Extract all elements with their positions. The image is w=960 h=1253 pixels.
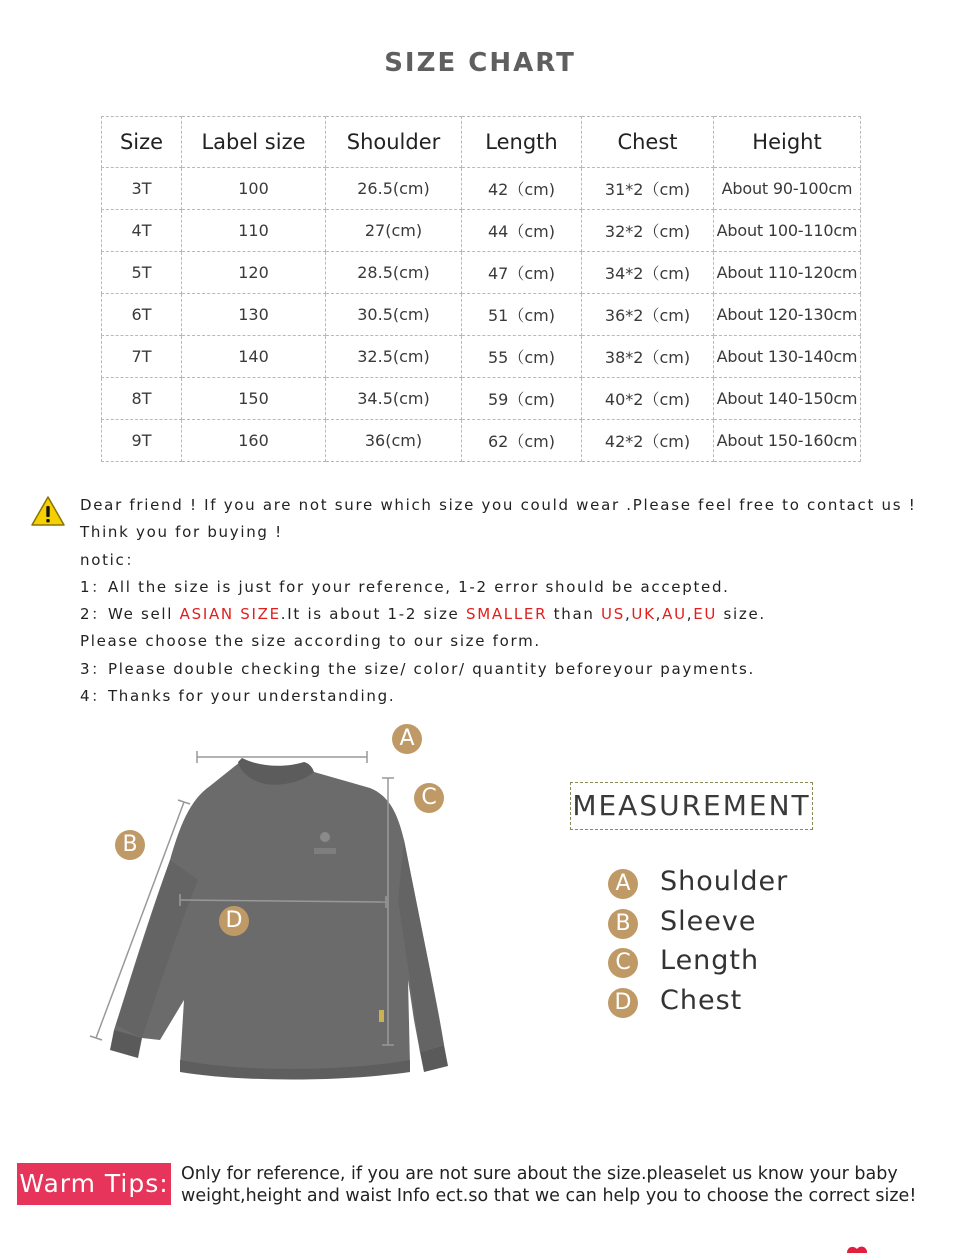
warm-tips-text [181, 1163, 951, 1207]
us-highlight: US [601, 605, 625, 624]
cell-shoulder: 30.5(cm) [326, 294, 462, 336]
legend-label-length: Length [660, 945, 760, 976]
cell-chest: 36*2（cm) [582, 294, 714, 336]
cell-size: 6T [102, 294, 182, 336]
header-height: Height [714, 117, 861, 168]
cell-size: 7T [102, 336, 182, 378]
cell-chest: 38*2（cm) [582, 336, 714, 378]
table-row [102, 252, 861, 294]
cell-label-size: 100 [182, 168, 326, 210]
legend-label-sleeve: Sleeve [660, 905, 757, 937]
note-line: Dear friend ! If you are not sure which size you could wear .Please feel free to contact us ! [80, 496, 917, 514]
legend-badge-c: C [608, 948, 638, 978]
header-length: Length [462, 117, 582, 168]
cell-chest: 42*2（cm) [582, 420, 714, 462]
cell-label-size: 130 [182, 294, 326, 336]
cell-size: 8T [102, 378, 182, 420]
smaller-highlight: SMALLER [465, 605, 548, 624]
tips-line: Only for reference, if you are not sure about the size.pleaselet us know your baby [181, 1164, 898, 1184]
table-row [102, 336, 861, 378]
table-row [102, 294, 861, 336]
cell-height: About 150-160cm [714, 420, 861, 462]
note-line: Think you for buying ! [80, 523, 283, 542]
note-text: , [624, 605, 632, 624]
header-size: Size [102, 117, 182, 168]
cell-length: 44（cm) [462, 210, 582, 252]
header-chest: Chest [582, 117, 714, 168]
badge-a: A [392, 724, 422, 754]
cell-label-size: 120 [182, 252, 326, 294]
badge-d: D [219, 906, 249, 936]
cell-shoulder: 32.5(cm) [326, 336, 462, 378]
badge-c: C [414, 783, 444, 813]
header-shoulder: Shoulder [326, 117, 462, 168]
note-line: Please choose the size according to our size form. [80, 632, 541, 651]
cell-shoulder: 36(cm) [326, 420, 462, 462]
note-text: .It is about 1-2 size [280, 605, 466, 624]
legend-badge-a: A [608, 869, 638, 899]
cell-label-size: 110 [182, 210, 326, 252]
cell-length: 42（cm) [462, 168, 582, 210]
table-row [102, 168, 861, 210]
cell-chest: 34*2（cm) [582, 252, 714, 294]
cell-shoulder: 27(cm) [326, 210, 462, 252]
cell-chest: 32*2（cm) [582, 210, 714, 252]
cell-shoulder: 26.5(cm) [326, 168, 462, 210]
uk-highlight: UK [631, 605, 656, 624]
cell-shoulder: 28.5(cm) [326, 252, 462, 294]
cell-label-size: 150 [182, 378, 326, 420]
cell-chest: 31*2（cm) [582, 168, 714, 210]
cell-size: 9T [102, 420, 182, 462]
warning-icon [31, 496, 65, 526]
note-text: , [686, 605, 694, 624]
cell-height: About 110-120cm [714, 252, 861, 294]
cell-height: About 90-100cm [714, 168, 861, 210]
cell-label-size: 160 [182, 420, 326, 462]
cell-size: 5T [102, 252, 182, 294]
header-label-size: Label size [182, 117, 326, 168]
legend-label-shoulder: Shoulder [660, 866, 789, 897]
note-text: size. [717, 605, 766, 624]
cell-shoulder: 34.5(cm) [326, 378, 462, 420]
tips-line: weight,height and waist Info ect.so that we can help you to choose the correct size! [181, 1186, 917, 1206]
cell-length: 59（cm) [462, 378, 582, 420]
asian-size-highlight: ASIAN SIZE [179, 605, 281, 624]
legend-label-chest: Chest [660, 984, 743, 1016]
table-row [102, 210, 861, 252]
eu-highlight: EU [693, 605, 718, 624]
cell-height: About 130-140cm [714, 336, 861, 378]
cell-label-size: 140 [182, 336, 326, 378]
note-text: than [547, 605, 602, 624]
cell-size: 3T [102, 168, 182, 210]
table-row [102, 420, 861, 462]
cell-length: 47（cm) [462, 252, 582, 294]
size-chart-table [101, 116, 861, 462]
table-row [102, 378, 861, 420]
cell-size: 4T [102, 210, 182, 252]
cell-length: 55（cm) [462, 336, 582, 378]
note-line: 4：Thanks for your understanding. [80, 687, 396, 706]
shirt-illustration [80, 720, 500, 1090]
table-header-row [102, 117, 861, 168]
legend-badge-d: D [608, 988, 638, 1018]
legend-badge-b: B [608, 909, 638, 939]
size-chart-title: SIZE CHART [384, 48, 576, 78]
measurement-title-box [570, 782, 813, 830]
note-text: , [655, 605, 663, 624]
cell-height: About 140-150cm [714, 378, 861, 420]
note-line: 3：Please double checking the size/ color/ quantity beforeyour payments. [80, 659, 755, 678]
measurement-title: MEASUREMENT [572, 789, 811, 822]
note-line: notic： [80, 550, 143, 569]
heart-icon [845, 1243, 875, 1253]
cell-length: 62（cm) [462, 420, 582, 462]
note-line: 1：All the size is just for your reference, 1-2 error should be accepted. [80, 577, 730, 596]
cell-length: 51（cm) [462, 294, 582, 336]
cell-chest: 40*2（cm) [582, 378, 714, 420]
cell-height: About 100-110cm [714, 210, 861, 252]
note-line-asian-size [80, 601, 950, 628]
warm-tips-label: Warm Tips: [17, 1163, 171, 1205]
au-highlight: AU [662, 605, 687, 624]
cell-height: About 120-130cm [714, 294, 861, 336]
measurement-diagram [80, 720, 500, 1090]
badge-b: B [115, 830, 145, 860]
size-notes [80, 492, 950, 710]
note-text: 2：We sell [80, 605, 180, 624]
